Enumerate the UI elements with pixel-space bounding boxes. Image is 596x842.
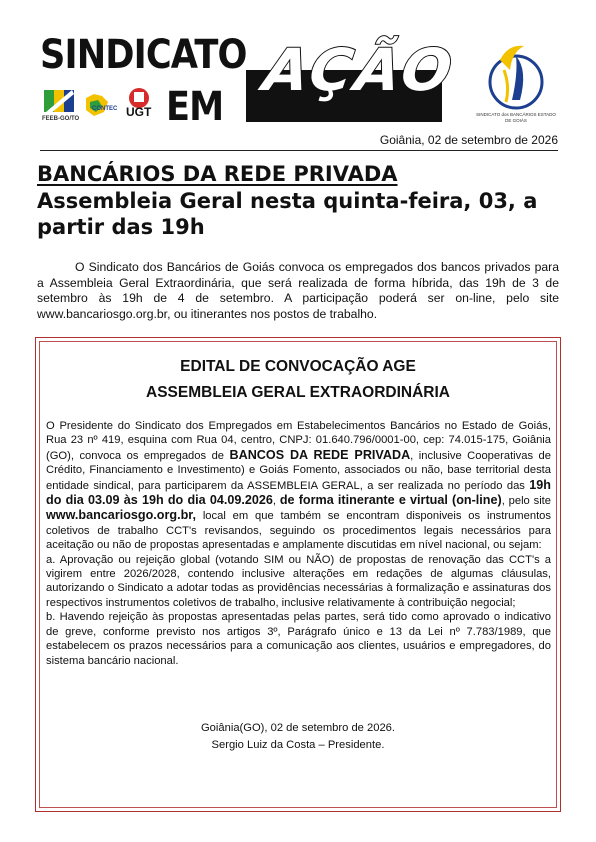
- edital-body: [46, 419, 551, 668]
- edital-paragraph-1: [46, 419, 551, 553]
- intro-paragraph: O Sindicato dos Bancários de Goiás convoca os empregados dos bancos privados para a Assembleia Geral Extraordinária, que será realizada de forma híbrida, das 19h de 3 de setembro às 19h de 4 de setembro. A participação poderá ser on-line, pelo site www.bancariosgo.org.br, ou itinerantes nos postos de trabalho.: [37, 260, 559, 321]
- edital-item-b: b. Havendo rejeição às propostas apresentadas pelas partes, será tido como aprovado o indicativo de greve, conforme previsto nos artigos 3º, Parágrafo único e 13 da Lei nº 7.783/1989, que estabelecem os prazos necessários para a comunicação aos clientes, usuários e empregadores, do sistema bancário nacional.: [46, 611, 551, 667]
- headline-line1: BANCÁRIOS DA REDE PRIVADA: [37, 162, 398, 186]
- headline: [37, 160, 561, 240]
- edital-title-line2: ASSEMBLEIA GERAL EXTRAORDINÁRIA: [146, 384, 450, 401]
- title-acao: AÇÃO: [259, 36, 459, 104]
- signature-place-date: Goiânia(GO), 02 de setembro de 2026.: [200, 722, 396, 734]
- union-logo-text: SINDICATO dos BANCÁRIOS ESTADO DE GOIÁS: [476, 112, 556, 123]
- dateline: Goiânia, 02 de setembro de 2026: [40, 133, 558, 151]
- signature-block: [39, 720, 557, 754]
- edital-p1-a: O Presidente do Sindicato dos Empregados em Estabelecimentos Bancários no Estado de Goiás, Rua 23 nº 419, esquina com Rua 04, centro, CNPJ: 01.640.796/0001-00, cep: 74.015-175, Goiânia (GO), convoca os empregados de: [46, 420, 551, 462]
- edital-p1-e: ,: [272, 495, 280, 508]
- masthead: [0, 0, 596, 150]
- edital-p1-banks: BANCOS DA REDE PRIVADA: [229, 447, 411, 462]
- feeb-logo-icon: [42, 86, 82, 120]
- partner-logos: [42, 86, 160, 126]
- feeb-logo-label: FEEB-GO/TO: [42, 116, 80, 122]
- edital-p1-i: local em que também se encontram disponiveis os instrumentos coletivos de trabalho CCT's revisandos, seguindo os procedimentos legais necessários para aceitação ou não de propostas apresentadas e amplamente discutidas em nível nacional, ou sejam:: [46, 510, 551, 552]
- title-em: EM: [166, 84, 224, 130]
- ugt-logo-label: UGT: [126, 105, 152, 119]
- edital-title-line1: EDITAL DE CONVOCAÇÃO AGE: [180, 358, 416, 375]
- edital-p1-g: , pelo site: [501, 495, 552, 508]
- edital-p1-c: , inclusive Cooperativas de Crédito, Financiamento e Investimento) e Goiás Fomento, associados ou não, base territorial desta entidade sindical, para participarem da ASSEMBLEIA GERAL, a ser realizada no período das: [46, 449, 551, 492]
- contec-logo-label: CONTEC: [92, 106, 118, 112]
- title-sindicato: SINDICATO: [40, 32, 247, 78]
- signature-name: Sergio Luiz da Costa – Presidente.: [211, 739, 385, 751]
- edital-title: [39, 354, 557, 406]
- edital-p1-mode: de forma itinerante e virtual (on-line): [279, 493, 502, 508]
- edital-p1-period: 19h do dia 03.09 às 19h do dia 04.09.2026: [46, 477, 551, 508]
- contec-logo-icon: [80, 90, 114, 120]
- headline-line2: Assembleia Geral nesta quinta-feira, 03, a partir das 19h: [37, 189, 538, 239]
- edital-p1-site: www.bancariosgo.org.br,: [46, 508, 196, 523]
- edital-item-a: a. Aprovação ou rejeição global (votando SIM ou NÃO) de propostas de renovação das CCT's a vigirem entre 2026/2028, contendo inclusive alterações em redações de algumas cláusulas, autorizando o Sindicato a adotar todas as providências necessárias à formalização e assinaturas dos respectivos instrumentos coletivos de trabalho, inclusive relativamente à contribuição negocial;: [46, 553, 551, 609]
